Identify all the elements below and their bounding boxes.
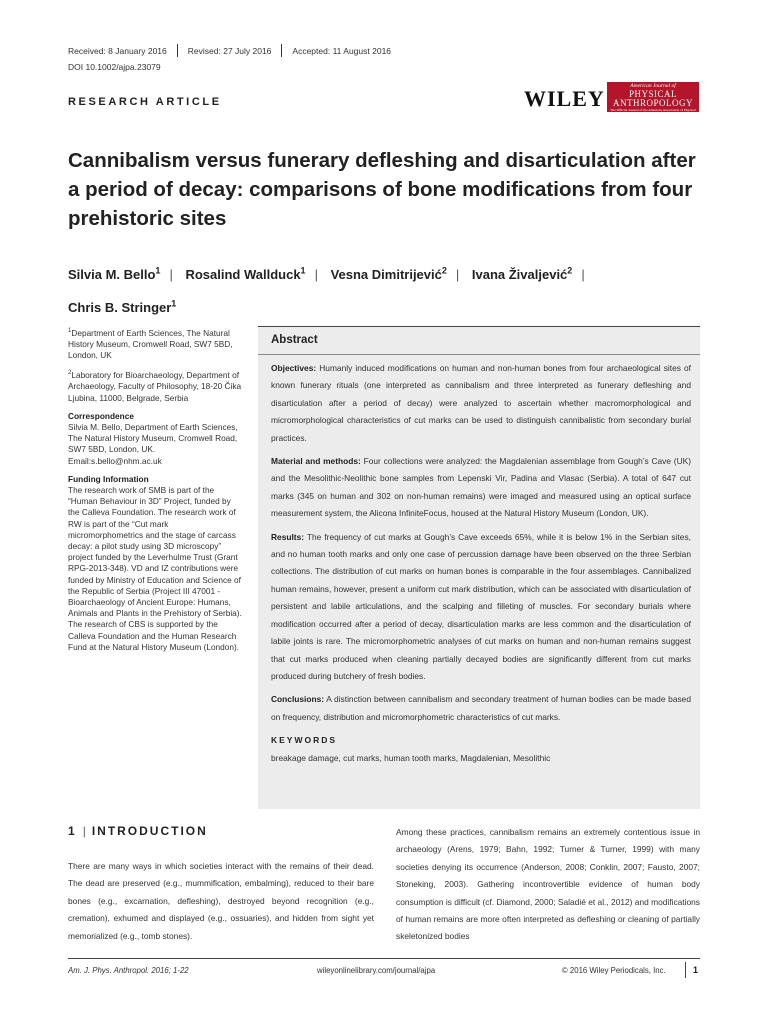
- correspondence-heading: Correspondence: [68, 410, 134, 421]
- section-number: 1: [68, 824, 77, 838]
- abstract-heading: Abstract: [271, 334, 318, 346]
- article-type-label: RESEARCH ARTICLE: [68, 96, 222, 108]
- section-title: INTRODUCTION: [91, 824, 208, 838]
- body-paragraph: There are many ways in which societies interact with the remains of their dead. The dead are preserved (e.g., mummification, embalming), reduced to their bare bones (e.g., excarnation, defleshing), destroyed beyond recognition (e.g., cremation), exhumed and displayed (e.g., ossuaries), and hidden from sight yet memorialized (e.g., tomb stones).: [68, 861, 374, 941]
- footer-citation: Am. J. Phys. Anthropol. 2016; 1-22: [68, 966, 189, 975]
- affiliation-2: $^2$Laboratory for Bioarchaeology, Department of Archaeology, Faculty of Philosophy, 18-20 Čika Ljubina, 11000, Belgrade, Serbia: [68, 370, 242, 403]
- doi[interactable]: DOI 10.1002/ajpa.23079: [68, 62, 161, 72]
- footer-copyright: © 2016 Wiley Periodicals, Inc.: [562, 966, 666, 975]
- funding-text: The research work of SMB is part of the “Human Behaviour in 3D” Project, funded by the Calleva Foundation. The research work of RW is part of the “Cut mark micromorphometrics and the stage of carcass decay: a pilot study using 3D microscopy” project funded by the Leverhulme Trust (Grant RPG-2013-348). VD and IZ contributions were funded by Ministry of Education and Science of the Republic of Serbia (Project III 47001 - Bioarchaeology of Ancient Europe: Humans, Animals and Plants in the Prehistory of Serbia). The research of CBS is supported by the Calleva Foundation and the Human Research Fund at the Natural History Museum (London).: [68, 484, 242, 652]
- affiliation-1: $^1$Department of Earth Sciences, The Natural History Museum, Cromwell Road, SW7 5BD, London, UK: [68, 327, 233, 361]
- journal-logo-line1: American Journal of: [630, 83, 676, 89]
- abstract-methods: Material and methods: Four collections were analyzed: the Magdalenian assemblage from Gough’s Cave (UK) and the Mesolithic-Neolithic bone samples from Lepenski Vir, Padina and Vlasac (Serbia). A total of 647 cut marks (345 on human and 302 on non-human remains) were imaged and measured using an optical surface measurement system, the Alicona InfiniteFocus, housed at the Natural History Museum (London, UK).: [271, 456, 691, 519]
- author-list: Silvia M. Bello$^1$ | Rosalind Wallduck$^1$ | Vesna Dimitrijević$^2$ | Ivana Živaljević$^2$ | Chris B. Stringer$^1$: [68, 266, 585, 315]
- keywords-heading: KEYWORDS: [271, 735, 338, 746]
- journal-logo-line3: ANTHROPOLOGY: [613, 97, 693, 108]
- body-column-left: [68, 858, 374, 945]
- revised-date: Revised: 27 July 2016: [187, 45, 272, 56]
- footer-divider: [68, 958, 700, 959]
- footer-divider-vertical: [685, 962, 686, 978]
- paper-title: Cannibalism versus funerary defleshing and disarticulation after a period of decay: comparisons of bone modifications from four prehistoric sites: [68, 149, 696, 230]
- author[interactable]: Silvia M. Bello$^1$: [68, 266, 161, 283]
- author[interactable]: Ivana Živaljević$^2$: [471, 266, 573, 283]
- author[interactable]: Vesna Dimitrijević$^2$: [330, 266, 447, 283]
- body-paragraph: Among these practices, cannibalism remains an extremely contentious issue in archaeology (Arens, 1979; Bahn, 1992; Turner & Turner, 1999) with many societies denying its occurrence (Anderson, 2008; Conklin, 2007; Fausto, 2007; Stoneking, 2003). Gathering incontrovertible evidence of human body consumption is difficult (cf. Diamond, 2000; Saladié et al., 2012) and modifications of human remains are more often interpreted as defleshing or cleaning of partially skeletonized bodies: [396, 827, 700, 942]
- body-column-right: [396, 824, 700, 946]
- abstract-body: [271, 360, 691, 773]
- keywords: breakage damage, cut marks, human tooth marks, Magdalenian, Mesolithic: [271, 752, 551, 763]
- correspondence-address: Silvia M. Bello, Department of Earth Sciences, The Natural History Museum, Cromwell Road, SW7 5BD, London, UK.: [68, 421, 238, 455]
- footer-url[interactable]: wileyonlinelibrary.com/journal/ajpa: [317, 966, 436, 975]
- correspondence-email[interactable]: Email:s.bello@nhm.ac.uk: [68, 455, 162, 466]
- abstract-objectives: Objectives: Humanly induced modifications on human and non-human bones from four archaeological sites of known funerary rituals (one interpreted as cannibalism and three interpreted as funerary defleshing and disarticulation after a period of decay) were analyzed to ascertain whether macromorphological and micromorphological characteristics of cut marks can be used to distinguish cannibalistic from secondary burial practices.: [271, 363, 691, 443]
- abstract-box: [258, 326, 700, 809]
- publisher-logo: WILEY: [524, 86, 605, 111]
- accepted-date: Accepted: 11 August 2016: [292, 45, 392, 56]
- sidebar-info: [68, 326, 242, 660]
- abstract-conclusions: Conclusions: A distinction between cannibalism and secondary treatment of human bodies can be made based on frequency, distribution and micromorphometric characteristics of cut marks.: [271, 694, 691, 722]
- journal-logo-line4: The Official Journal of the American Association of Physical Anthropologists: [610, 107, 696, 115]
- page-number: 1: [693, 965, 699, 975]
- received-date: Received: 8 January 2016: [68, 45, 167, 56]
- funding-heading: Funding Information: [68, 473, 149, 484]
- journal-logo: [607, 82, 699, 115]
- author[interactable]: Chris B. Stringer$^1$: [68, 298, 177, 315]
- journal-logo-line2: PHYSICAL: [628, 88, 677, 99]
- author[interactable]: Rosalind Wallduck$^1$: [185, 266, 306, 283]
- abstract-results: Results: The frequency of cut marks at Gough’s Cave exceeds 65%, while it is below 1% in the Serbian sites, and no human tooth marks and only one case of percussion damage have been observed on the three Serbian collections. The distribution of cut marks on human bones is comparable in the four assemblages. Cannibalized human remains, however, present a uniform cut mark distribution, which can be associated with disarticulation of persistent and labile articulations, and the scalping and filleting of muscles. For secondary burials where modification occurred after a period of decay, disarticulation marks are less common and the disarticulation of labile joints is rare. The micromorphometric analyses of cut marks on human and non-human remains suggest that cut marks produced when cleaning partially decayed bodies are significantly different from cut marks produced during butchery of fresh bodies.: [271, 531, 691, 681]
- divider: [177, 44, 178, 57]
- article-dates: [68, 44, 391, 57]
- abstract-header: [258, 326, 700, 355]
- section-heading: 1 | INTRODUCTION: [68, 824, 208, 838]
- divider: [281, 44, 282, 57]
